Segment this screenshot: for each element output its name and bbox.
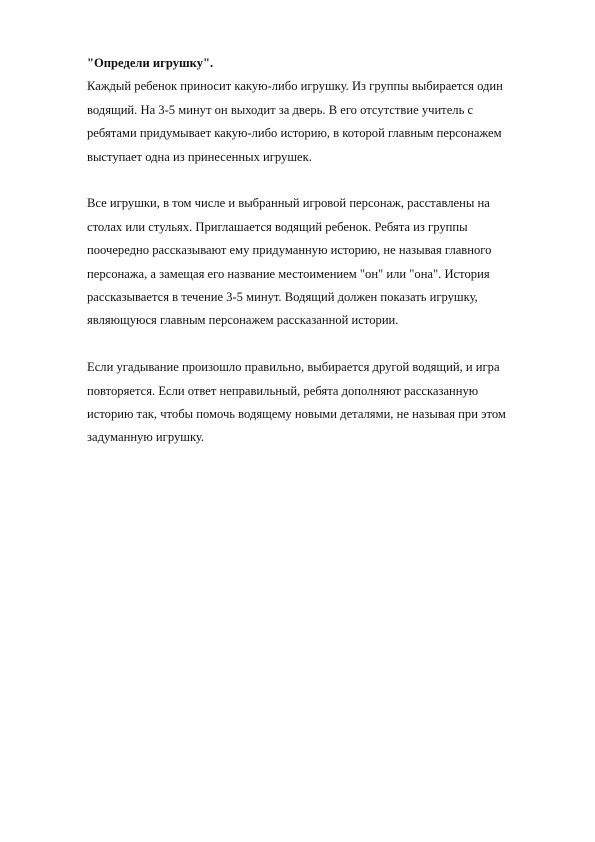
- text-line: персонажа, а замещая его название местоимением "он" или "она". История: [87, 266, 490, 281]
- text-line: повторяется. Если ответ неправильный, ребята дополняют рассказанную: [87, 383, 479, 398]
- text-line: задуманную игрушку.: [87, 430, 205, 445]
- text-line: водящий. На 3-5 минут он выходит за дверь. В его отсутствие учитель с: [87, 102, 474, 117]
- document-body: [87, 52, 557, 450]
- document-title: "Определи игрушку".: [87, 56, 214, 70]
- text-line: Каждый ребенок приносит какую-либо игрушку. Из группы выбирается один: [87, 79, 503, 94]
- text-line: историю так, чтобы помочь водящему новыми деталями, не называя при этом: [87, 407, 506, 422]
- paragraph-1: [87, 75, 557, 169]
- text-line: являющуюся главным персонажем рассказанной истории.: [87, 313, 399, 328]
- text-line: рассказывается в течение 3-5 минут. Водящий должен показать игрушку,: [87, 290, 478, 305]
- paragraph-2: [87, 192, 557, 332]
- text-line: Все игрушки, в том числе и выбранный игровой персонаж, расставлены на: [87, 196, 490, 211]
- text-line: поочередно рассказывают ему придуманную историю, не называя главного: [87, 243, 492, 258]
- text-line: столах или стульях. Приглашается водящий ребенок. Ребята из группы: [87, 219, 468, 234]
- paragraph-3: [87, 356, 557, 450]
- text-line: ребятами придумывает какую-либо историю, в которой главным персонажем: [87, 126, 502, 141]
- text-line: Если угадывание произошло правильно, выбирается другой водящий, и игра: [87, 360, 500, 375]
- text-line: выступает одна из принесенных игрушек.: [87, 149, 312, 164]
